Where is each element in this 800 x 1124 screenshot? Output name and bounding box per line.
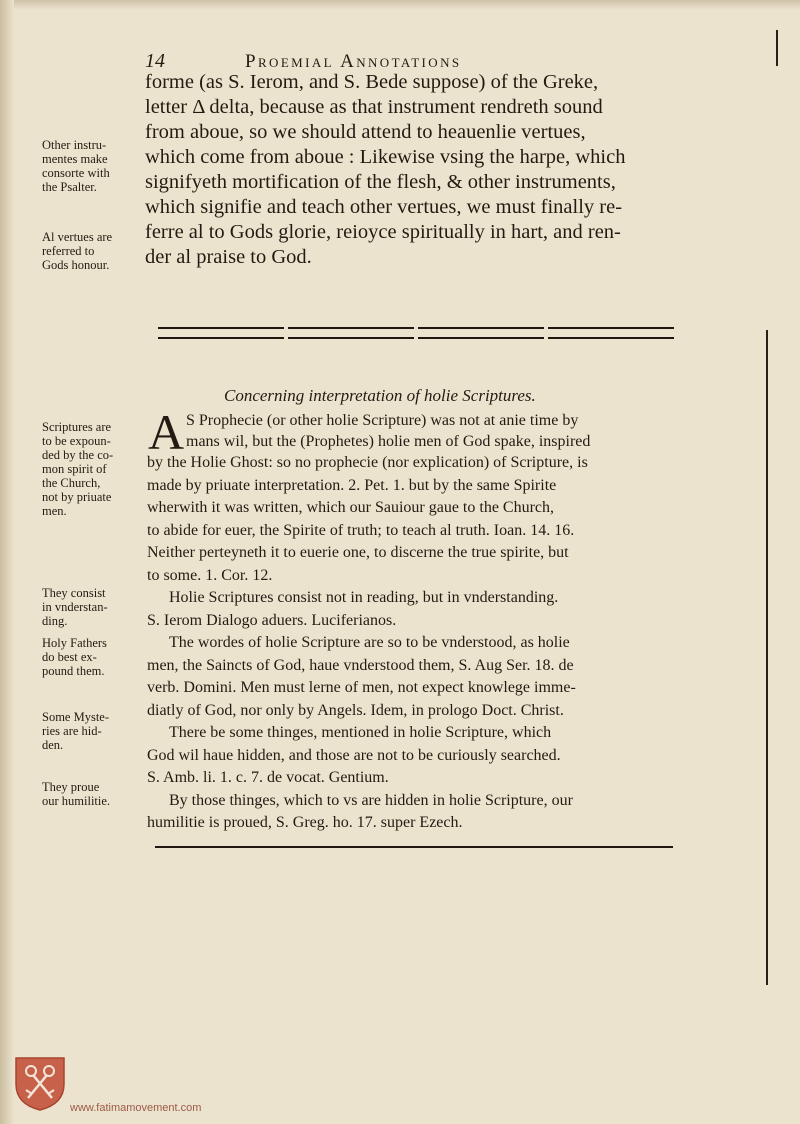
margin-note-humilitie — [42, 780, 146, 808]
margin-note-line: Some Myste- — [42, 710, 110, 724]
page-top-edge — [0, 0, 800, 10]
section-paragraph — [147, 452, 679, 835]
text-line: der al praise to God. — [145, 246, 312, 268]
papal-keys-emblem-icon — [12, 1054, 68, 1112]
text-line: mans wil, but the (Prophetes) holie men of God spake, inspired — [186, 433, 591, 450]
divider-rule — [418, 337, 544, 339]
margin-note-line: pound them. — [42, 664, 105, 678]
text-line: By those thinges, which to vs are hidden in holie Scripture, our — [169, 791, 573, 809]
margin-note-line: den. — [42, 738, 64, 752]
text-line: from aboue, so we should attend to heauenlie vertues, — [145, 121, 586, 143]
divider-rule — [288, 337, 414, 339]
text-line: by the Holie Ghost: so no prophecie (nor explication) of Scripture, is — [147, 454, 588, 471]
margin-note-line: mentes make — [42, 152, 108, 166]
margin-note-line: men. — [42, 504, 67, 518]
margin-note-line: to be expoun- — [42, 434, 111, 448]
text-line: Neither perteyneth it to euerie one, to discerne the true spirite, but — [147, 544, 569, 561]
margin-note-line: consorte with — [42, 166, 110, 180]
text-line: S. Amb. li. 1. c. 7. de vocat. Gentium. — [147, 769, 389, 786]
page-left-edge — [0, 0, 14, 1124]
margin-note-line: They consist — [42, 586, 106, 600]
top-paragraph — [145, 70, 681, 270]
margin-note-fathers — [42, 636, 146, 678]
text-line: S. Ierom Dialogo aduers. Luciferianos. — [147, 611, 397, 629]
text-line: to abide for euer, the Spirite of truth; to teach al truth. Ioan. 14. 16. — [147, 521, 575, 539]
text-line: which come from aboue : Likewise vsing the harpe, which — [145, 146, 626, 168]
margin-note-exposition — [42, 420, 146, 518]
text-line: verb. Domini. Men must lerne of men, not expect knowlege imme- — [147, 679, 576, 696]
divider-rule — [548, 327, 674, 329]
margin-note-line: Gods honour. — [42, 258, 110, 272]
margin-note-line: ded by the co- — [42, 448, 114, 462]
text-line: letter Δ delta, because as that instrument rendreth sound — [145, 96, 603, 118]
margin-note-line: our humilitie. — [42, 794, 111, 808]
right-margin-rule — [776, 30, 778, 66]
text-line: men, the Saincts of God, haue vnderstood them, S. Aug Ser. 18. de — [147, 656, 574, 674]
margin-note-line: Al vertues are — [42, 230, 113, 244]
margin-note-line: do best ex- — [42, 650, 97, 664]
section-heading: Concerning interpretation of holie Scriptures. — [224, 386, 536, 405]
text-line: humilitie is proued, S. Greg. ho. 17. super Ezech. — [147, 814, 463, 831]
text-line: There be some thinges, mentioned in holie Scripture, which — [169, 724, 552, 741]
margin-note-mysteries — [42, 710, 146, 752]
divider-rule — [158, 327, 284, 329]
text-line: ferre al to Gods glorie, reioyce spiritually in hart, and ren- — [145, 221, 621, 243]
section-divider-rules — [158, 324, 674, 346]
running-head: Proemial Annotations — [245, 51, 462, 72]
margin-note-line: ries are hid- — [42, 724, 102, 738]
margin-note-line: They proue — [42, 780, 100, 794]
right-margin-rule-long — [766, 330, 768, 985]
bottom-rule — [155, 846, 673, 848]
watermark-url: www.fatimamovement.com — [70, 1102, 202, 1114]
text-line: God wil haue hidden, and those are not to be curiously searched. — [147, 746, 561, 764]
text-line: diatly of God, nor only by Angels. Idem, in prologo Doct. Christ. — [147, 701, 564, 719]
page-number: 14 — [145, 50, 165, 72]
margin-note-line: Holy Fathers — [42, 636, 107, 650]
divider-rule — [548, 337, 674, 339]
margin-note-line: the Church, — [42, 476, 101, 490]
text-line: to some. 1. Cor. 12. — [147, 566, 273, 584]
margin-note-line: referred to — [42, 244, 95, 258]
margin-note-line: Scriptures are — [42, 420, 112, 434]
divider-rule — [418, 327, 544, 329]
page-header — [145, 50, 685, 72]
margin-note-vertues — [42, 230, 146, 272]
text-line: forme (as S. Ierom, and S. Bede suppose) of the Greke, — [145, 71, 599, 93]
margin-note-line: mon spirit of — [42, 462, 107, 476]
divider-rule — [288, 327, 414, 329]
margin-note-line: in vnderstan- — [42, 600, 108, 614]
drop-cap: A — [148, 404, 185, 460]
margin-note-instruments — [42, 138, 146, 194]
margin-note-line: Other instru- — [42, 138, 107, 152]
divider-rule — [158, 337, 284, 339]
text-line: signifyeth mortification of the flesh, & other instruments, — [145, 171, 616, 193]
text-line: which signifie and teach other vertues, we must finally re- — [145, 196, 623, 218]
margin-note-line: the Psalter. — [42, 180, 97, 194]
text-line: wherwith it was written, which our Sauiour gaue to the Church, — [147, 499, 555, 516]
margin-note-understanding — [42, 586, 146, 628]
text-line: S Prophecie (or other holie Scripture) was not at anie time by — [186, 412, 579, 429]
margin-note-line: not by priuate — [42, 490, 112, 504]
text-line: Holie Scriptures consist not in reading, but in vnderstanding. — [169, 589, 559, 606]
text-line: made by priuate interpretation. 2. Pet. 1. but by the same Spirite — [147, 476, 557, 494]
section-lines-intro — [186, 410, 678, 452]
text-line: The wordes of holie Scripture are so to be vnderstood, as holie — [169, 634, 570, 651]
margin-note-line: ding. — [42, 614, 68, 628]
